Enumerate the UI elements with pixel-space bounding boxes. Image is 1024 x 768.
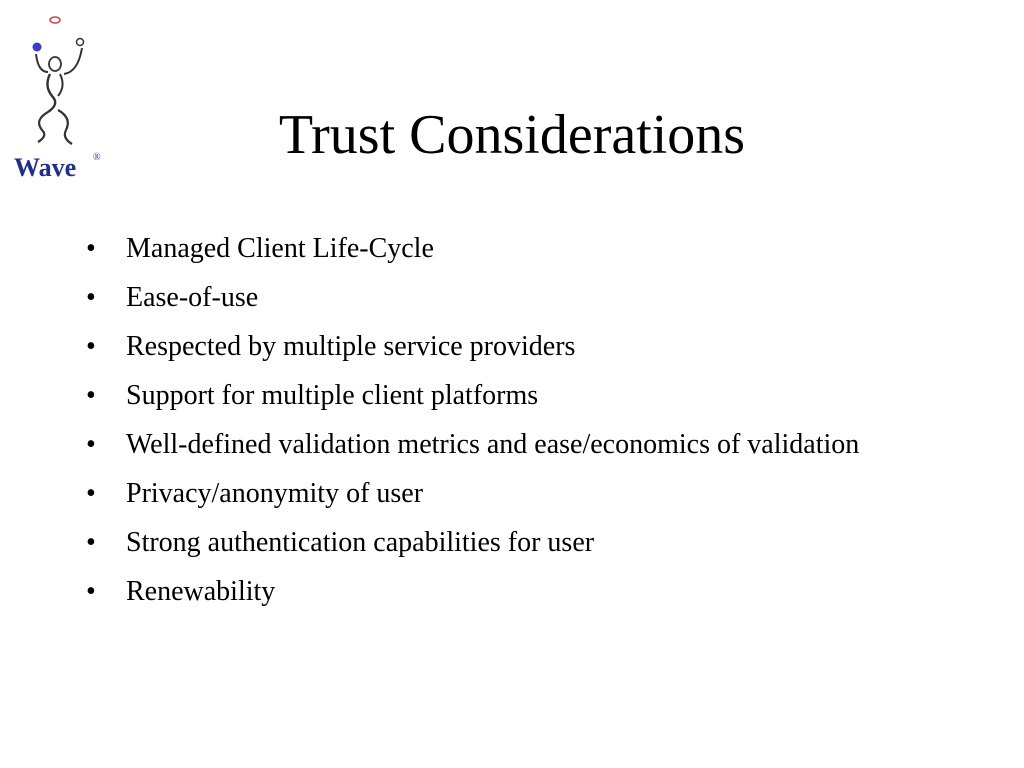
logo-text: Wave [14,153,77,182]
bullet-icon: • [86,233,96,264]
bullet-text: Strong authentication capabilities for user [126,527,595,558]
bullet-icon: • [86,380,96,411]
bullet-item [84,523,904,563]
bullet-text: Respected by multiple service providers [126,331,576,362]
bullet-text: Renewability [126,576,276,607]
bullet-text: Support for multiple client platforms [126,380,539,411]
bullet-item [84,572,904,612]
bullet-text: Ease-of-use [126,282,259,313]
bullet-icon: • [86,478,96,509]
bullet-icon: • [86,527,96,558]
bullet-text: Well-defined validation metrics and ease/economics of validation [126,429,860,460]
bullet-item [84,278,904,318]
bullet-text: Managed Client Life-Cycle [126,233,434,264]
bullet-icon: • [86,282,96,313]
bullet-item [84,474,904,514]
bullet-item [84,229,904,269]
bullet-item [84,376,904,416]
bullet-icon: • [86,576,96,607]
bullet-text: Privacy/anonymity of user [126,478,424,509]
bullet-item [84,425,904,465]
bullet-list [84,229,904,621]
bullet-icon: • [86,429,96,460]
bullet-icon: • [86,331,96,362]
slide-title: Trust Considerations [278,104,746,166]
registered-mark: ® [93,152,101,163]
bullet-item [84,327,904,367]
